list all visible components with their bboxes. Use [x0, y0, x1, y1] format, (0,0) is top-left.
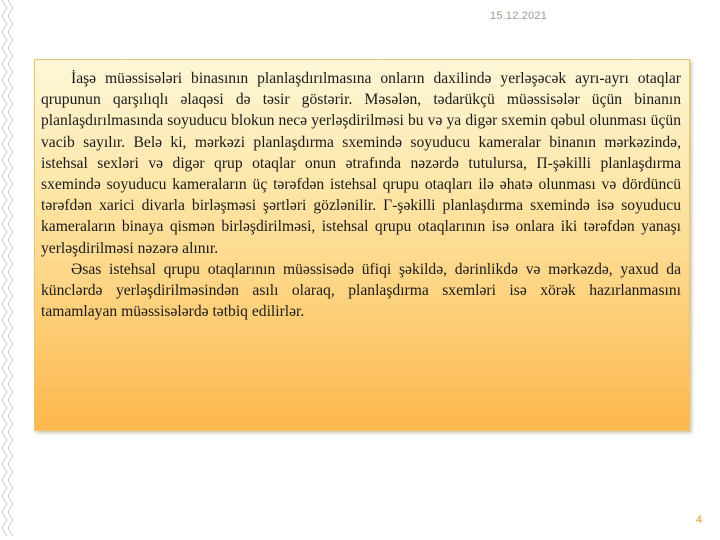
zigzag-line — [8, 0, 13, 536]
slide-date: 15.12.2021 — [490, 10, 548, 22]
decorative-zigzag-border — [0, 0, 16, 540]
zigzag-line — [2, 0, 7, 536]
paragraph-1: İaşə müəssisələri binasının planlaşdırılmasına onların daxilində yerləşəcək ayrı-ayrı otaqlar qrupunun qarşılıqlı əlaqəsi də təsir göstərir. Məsələn, tədarükçü müəssisələr üçün binanın planlaşdırılmasında soyuducu blokun necə yerləşdirilməsi bu və ya digər sxemin qəbul olunması üçün vacib sayılır. Belə ki, mərkəzi planlaşdırma sxemində soyuducu kameralar binanın mərkəzində, istehsal sexləri və digər qrup otaqlar onun ətrafında nəzərdə tutulursa, П-şəkilli planlaşdırma sxemində soyuducu kameraların üç tərəfdən istehsal qrupu otaqları ilə əhatə olunması və dördüncü tərəfdən xarici divarla birləşməsi şərtləri gözlənilir. Г-şəkilli planlaşdırma sxemində isə soyuducu kameraların binaya qismən birləşdirilməsi, istehsal qrupu otaqlarının isə onlara iki tərəfdən yanaşı yerləşdirilməsi nəzərə alınır. — [41, 70, 681, 257]
content-text-box — [34, 59, 690, 431]
page-number: 4 — [695, 514, 702, 526]
paragraph-2: Əsas istehsal qrupu otaqlarının müəssisədə üfiqi şəkildə, dərinlikdə və mərkəzdə, yaxud da künclərdə yerləşdirilməsindən asılı olaraq, planlaşdırma sxemləri isə xörək hazırlanmasını tamamlayan müəssisələrdə tətbiq edilirlər. — [41, 260, 681, 321]
